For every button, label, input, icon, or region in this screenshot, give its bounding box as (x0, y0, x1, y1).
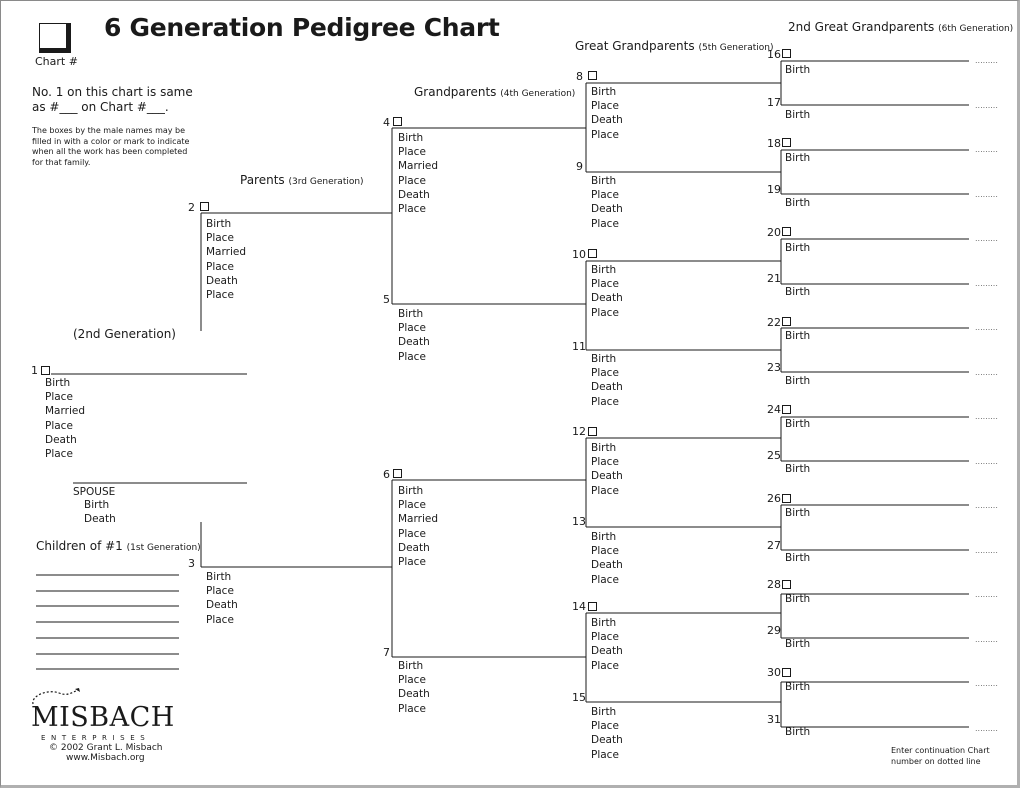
continuation-dots[interactable]: ......... (975, 279, 998, 288)
person-number-21: 21 (767, 272, 781, 285)
gen3-title: Parents (240, 173, 285, 187)
person-7-fields (398, 659, 430, 716)
continuation-dots[interactable]: ......... (975, 590, 998, 599)
married-label: Married (398, 160, 438, 173)
continuation-dots[interactable]: ......... (975, 234, 998, 243)
birth-label: Birth (591, 531, 617, 543)
completion-checkbox-14[interactable] (588, 602, 597, 611)
place-label: Place (398, 174, 426, 187)
death-label: Death (398, 688, 430, 701)
place-label: Place (591, 367, 619, 380)
place-label: Place (398, 350, 426, 363)
place-label: Place (591, 128, 619, 141)
person-number-11: 11 (572, 340, 586, 353)
place-label: Place (591, 484, 619, 497)
place-label: Place (591, 278, 619, 291)
death-label: Death (591, 292, 623, 305)
place-label: Place (591, 631, 619, 644)
completion-checkbox-12[interactable] (588, 427, 597, 436)
person-number-17: 17 (767, 96, 781, 109)
place-label: Place (398, 556, 426, 569)
chart-note-line2: as #___ on Chart #___. (32, 100, 169, 114)
person-number-8: 8 (576, 70, 583, 83)
person-number-7: 7 (383, 646, 390, 659)
completion-checkbox-2[interactable] (200, 202, 209, 211)
place-label: Place (591, 720, 619, 733)
gen4-header (414, 85, 575, 101)
person-29-birth: Birth (785, 638, 811, 650)
completion-checkbox-22[interactable] (782, 317, 791, 326)
place-label: Place (45, 391, 73, 404)
person-22-birth: Birth (785, 330, 811, 342)
death-label: Death (398, 336, 430, 349)
place-label: Place (591, 545, 619, 558)
person-number-9: 9 (576, 160, 583, 173)
person-number-31: 31 (767, 713, 781, 726)
person-1-fields (45, 376, 85, 461)
place-label: Place (206, 232, 234, 245)
birth-label: Birth (591, 264, 617, 276)
completion-checkbox-8[interactable] (588, 71, 597, 80)
place-label: Place (591, 748, 619, 761)
person-20-birth: Birth (785, 242, 811, 254)
completion-checkbox-18[interactable] (782, 138, 791, 147)
continuation-dots[interactable]: ......... (975, 635, 998, 644)
birth-label: Birth (591, 442, 617, 454)
person-27-birth: Birth (785, 552, 811, 564)
person-number-18: 18 (767, 137, 781, 150)
person-number-6: 6 (383, 468, 390, 481)
instructions-text: The boxes by the male names may be filled in with a color or mark to indicate when all the work has been completed for that family. (32, 126, 190, 167)
place-label: Place (591, 306, 619, 319)
person-number-22: 22 (767, 316, 781, 329)
person-number-12: 12 (572, 425, 586, 438)
gen5-header (575, 39, 774, 55)
birth-label: Birth (206, 218, 232, 230)
place-label: Place (591, 100, 619, 113)
person-25-birth: Birth (785, 463, 811, 475)
place-label: Place (591, 217, 619, 230)
place-label: Place (591, 659, 619, 672)
person-2-fields (206, 217, 246, 302)
gen5-title: Great Grandparents (575, 39, 695, 53)
person-31-birth: Birth (785, 726, 811, 738)
gen4-subtitle: (4th Generation) (500, 89, 576, 99)
birth-label: Birth (398, 308, 424, 320)
continuation-instructions-line1: Enter continuation Chart (891, 746, 990, 755)
person-26-birth: Birth (785, 507, 811, 519)
married-label: Married (45, 405, 85, 418)
continuation-dots[interactable]: ......... (975, 546, 998, 555)
completion-checkbox-16[interactable] (782, 49, 791, 58)
person-number-2: 2 (188, 201, 195, 214)
birth-label: Birth (591, 175, 617, 187)
person-5-fields (398, 307, 430, 364)
person-9-fields (591, 174, 623, 231)
place-label: Place (206, 260, 234, 273)
completion-checkbox-24[interactable] (782, 405, 791, 414)
completion-checkbox-20[interactable] (782, 227, 791, 236)
misbach-logo-subtitle: ENTERPRISES (41, 734, 151, 742)
person-6-fields (398, 484, 438, 569)
gen6-subtitle: (6th Generation) (938, 24, 1014, 34)
continuation-dots[interactable]: ......... (975, 501, 998, 510)
person-number-19: 19 (767, 183, 781, 196)
person-21-birth: Birth (785, 286, 811, 298)
person-number-30: 30 (767, 666, 781, 679)
place-label: Place (398, 702, 426, 715)
birth-label: Birth (591, 86, 617, 98)
death-label: Death (591, 734, 623, 747)
copyright-text: © 2002 Grant L. Misbach (49, 743, 163, 753)
person-18-birth: Birth (785, 152, 811, 164)
person-number-26: 26 (767, 492, 781, 505)
place-label: Place (591, 573, 619, 586)
completion-checkbox-4[interactable] (393, 117, 402, 126)
continuation-dots[interactable]: ......... (975, 457, 998, 466)
person-12-fields (591, 441, 623, 498)
place-label: Place (45, 419, 73, 432)
place-label: Place (398, 527, 426, 540)
death-label: Death (84, 513, 116, 526)
gen3-header (240, 173, 364, 189)
person-16-birth: Birth (785, 64, 811, 76)
completion-checkbox-30[interactable] (782, 668, 791, 677)
person-number-14: 14 (572, 600, 586, 613)
death-label: Death (45, 433, 77, 446)
person-13-fields (591, 530, 623, 587)
birth-label: Birth (398, 132, 424, 144)
continuation-dots[interactable]: ......... (975, 145, 998, 154)
birth-label: Birth (84, 499, 110, 511)
place-label: Place (591, 456, 619, 469)
spouse-label: SPOUSE (73, 486, 116, 498)
website-link[interactable]: www.Misbach.org (66, 753, 145, 763)
continuation-dots[interactable]: ......... (975, 56, 998, 65)
person-number-25: 25 (767, 449, 781, 462)
person-19-birth: Birth (785, 197, 811, 209)
place-label: Place (45, 448, 73, 461)
person-number-27: 27 (767, 539, 781, 552)
person-number-29: 29 (767, 624, 781, 637)
person-10-fields (591, 263, 623, 320)
married-label: Married (398, 513, 438, 526)
birth-label: Birth (591, 617, 617, 629)
chart-lines (1, 1, 1020, 788)
death-label: Death (206, 274, 238, 287)
continuation-instructions-line2: number on dotted line (891, 757, 981, 766)
children-subtitle: (1st Generation) (126, 543, 201, 553)
chart-note-line1: No. 1 on this chart is same (32, 85, 193, 99)
place-label: Place (398, 146, 426, 159)
continuation-dots[interactable]: ......... (975, 679, 998, 688)
continuation-dots[interactable]: ......... (975, 368, 998, 377)
person-number-10: 10 (572, 248, 586, 261)
gen6-title: 2nd Great Grandparents (788, 20, 935, 34)
gen6-header (788, 20, 1013, 36)
page-title: 6 Generation Pedigree Chart (104, 13, 500, 42)
birth-label: Birth (398, 660, 424, 672)
person-number-3: 3 (188, 557, 195, 570)
person-24-birth: Birth (785, 418, 811, 430)
birth-label: Birth (591, 353, 617, 365)
birth-label: Birth (206, 571, 232, 583)
chart-number-label: Chart # (35, 55, 78, 68)
death-label: Death (591, 645, 623, 658)
death-label: Death (591, 203, 623, 216)
death-label: Death (591, 470, 623, 483)
person-17-birth: Birth (785, 109, 811, 121)
death-label: Death (206, 599, 238, 612)
birth-label: Birth (45, 377, 71, 389)
continuation-dots[interactable]: ......... (975, 101, 998, 110)
person-14-fields (591, 616, 623, 673)
person-number-28: 28 (767, 578, 781, 591)
completion-checkbox-6[interactable] (393, 469, 402, 478)
death-label: Death (591, 559, 623, 572)
completion-checkbox-10[interactable] (588, 249, 597, 258)
continuation-dots[interactable]: ......... (975, 412, 998, 421)
place-label: Place (591, 395, 619, 408)
person-number-20: 20 (767, 226, 781, 239)
birth-label: Birth (591, 706, 617, 718)
place-label: Place (206, 289, 234, 302)
married-label: Married (206, 246, 246, 259)
person-number-1: 1 (31, 364, 38, 377)
person-number-24: 24 (767, 403, 781, 416)
children-title: Children of #1 (36, 539, 123, 553)
continuation-dots[interactable]: ......... (975, 190, 998, 199)
chart-number-box[interactable] (39, 23, 71, 53)
completion-checkbox-26[interactable] (782, 494, 791, 503)
birth-label: Birth (398, 485, 424, 497)
person-23-birth: Birth (785, 375, 811, 387)
person-number-13: 13 (572, 515, 586, 528)
death-label: Death (591, 381, 623, 394)
continuation-dots[interactable]: ......... (975, 724, 998, 733)
completion-checkbox-1[interactable] (41, 366, 50, 375)
place-label: Place (398, 203, 426, 216)
place-label: Place (206, 613, 234, 626)
continuation-dots[interactable]: ......... (975, 323, 998, 332)
misbach-logo: MISBACH (31, 702, 175, 733)
place-label: Place (591, 189, 619, 202)
person-number-5: 5 (383, 293, 390, 306)
gen2-header: (2nd Generation) (73, 327, 176, 341)
person-4-fields (398, 131, 438, 216)
place-label: Place (398, 499, 426, 512)
person-8-fields (591, 85, 623, 142)
gen3-subtitle: (3rd Generation) (288, 177, 364, 187)
place-label: Place (398, 674, 426, 687)
person-11-fields (591, 352, 623, 409)
death-label: Death (398, 188, 430, 201)
person-28-birth: Birth (785, 593, 811, 605)
person-number-15: 15 (572, 691, 586, 704)
place-label: Place (398, 322, 426, 335)
children-header (36, 539, 201, 555)
person-number-16: 16 (767, 48, 781, 61)
completion-checkbox-28[interactable] (782, 580, 791, 589)
person-30-birth: Birth (785, 681, 811, 693)
place-label: Place (206, 585, 234, 598)
spouse-fields (84, 498, 116, 526)
death-label: Death (398, 541, 430, 554)
person-3-fields (206, 570, 238, 627)
gen4-title: Grandparents (414, 85, 497, 99)
death-label: Death (591, 114, 623, 127)
person-number-4: 4 (383, 116, 390, 129)
gen5-subtitle: (5th Generation) (698, 43, 774, 53)
person-15-fields (591, 705, 623, 762)
person-number-23: 23 (767, 361, 781, 374)
